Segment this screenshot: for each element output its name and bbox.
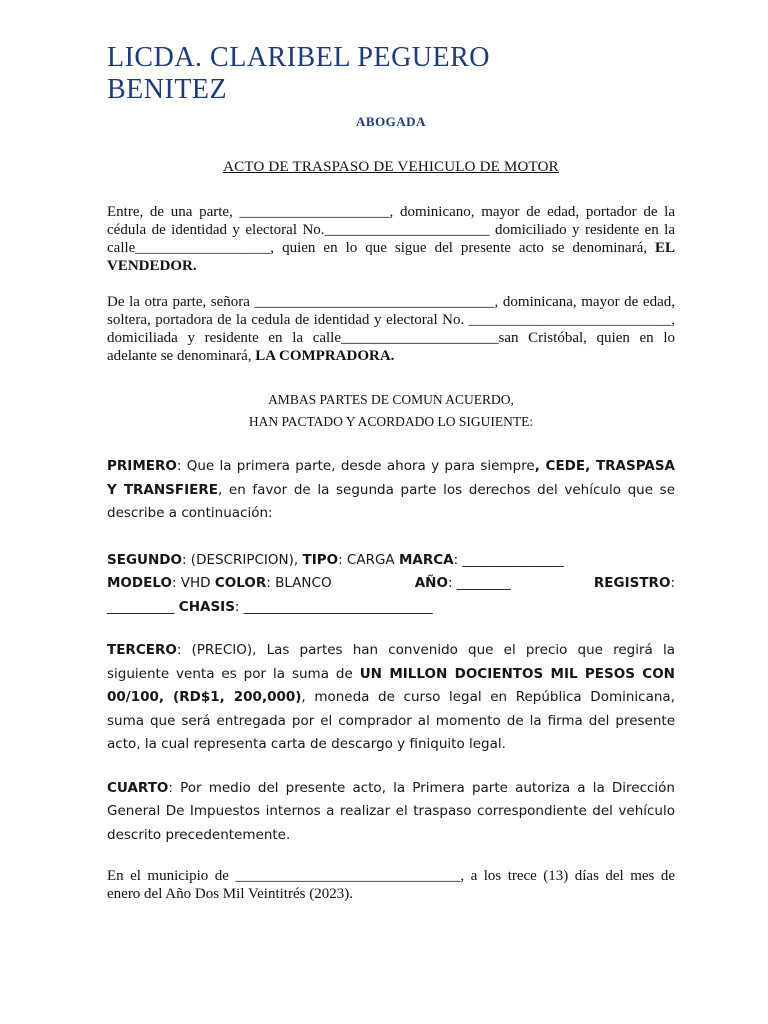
agreement-line2: HAN PACTADO Y ACORDADO LO SIGUIENTE: bbox=[248, 414, 534, 429]
segundo-line3 bbox=[107, 596, 675, 620]
registro-blank: __________ bbox=[107, 598, 179, 615]
paragraph-seller-text: Entre, de una parte, ____________________, dominicano, mayor de edad, portador de la cédula de identidad y electoral No.______________________ domiciliado y residente en la calle__________________, quien en lo que sigue del presente acto se denominará, bbox=[107, 204, 675, 256]
ano-value: : ________ bbox=[447, 575, 511, 591]
segundo-label: SEGUNDO bbox=[107, 551, 182, 568]
clause-primero-label: PRIMERO bbox=[107, 458, 177, 474]
ano-group bbox=[415, 572, 511, 596]
clause-tercero-text-c: , moneda de curso legal en República Dominicana, suma que será entregada por el comprador al momento de la firma del presente acto, la cual representa carta de descargo y finiquito legal. bbox=[107, 689, 675, 752]
tipo-value: : CARGA bbox=[338, 551, 399, 568]
chasis-label: CHASIS bbox=[178, 598, 235, 615]
agreement-line1: AMBAS PARTES DE COMUN ACUERDO, bbox=[268, 392, 514, 407]
clause-tercero bbox=[107, 639, 675, 757]
ano-label: AÑO bbox=[414, 575, 448, 591]
clause-primero bbox=[107, 455, 675, 526]
registro-value: : bbox=[670, 575, 675, 591]
color-label: COLOR bbox=[214, 575, 267, 591]
tipo-label: TIPO bbox=[302, 551, 339, 568]
segundo-desc: : (DESCRIPCION), bbox=[181, 551, 303, 568]
buyer-term: LA COMPRADORA. bbox=[255, 348, 395, 364]
marca-label: MARCA bbox=[398, 551, 454, 568]
clause-cuarto bbox=[107, 777, 675, 848]
paragraph-seller bbox=[107, 203, 675, 275]
marca-value: : _______________ bbox=[453, 551, 564, 568]
letterhead-name-line2: BENITEZ bbox=[107, 74, 228, 105]
clause-primero-text-a: : Que la primera parte, desde ahora y para siempre bbox=[176, 458, 535, 474]
modelo-label: MODELO bbox=[107, 575, 172, 591]
modelo-value: : VHD bbox=[171, 575, 215, 591]
segundo-line2 bbox=[107, 572, 675, 596]
modelo-group bbox=[107, 572, 332, 596]
paragraph-buyer bbox=[107, 293, 675, 365]
letterhead-name bbox=[107, 42, 675, 106]
letterhead-name-line1: LICDA. CLARIBEL PEGUERO bbox=[107, 42, 491, 73]
clause-cuarto-label: CUARTO bbox=[107, 779, 169, 796]
agreement-heading bbox=[107, 389, 675, 433]
color-value: : BLANCO bbox=[266, 575, 332, 591]
letterhead-role: ABOGADA bbox=[356, 114, 426, 129]
clause-tercero-text-a: : (PRECIO), Las partes han convenido que el precio que regirá la siguiente venta es por la suma de bbox=[107, 642, 675, 682]
clause-tercero-amount: UN MILLON DOCIENTOS MIL PESOS CON 00/100, (RD$1, 200,000) bbox=[107, 665, 675, 705]
clause-tercero-label: TERCERO bbox=[107, 642, 177, 658]
clause-segundo bbox=[107, 549, 675, 620]
seller-term: EL VENDEDOR. bbox=[107, 240, 675, 274]
paragraph-buyer-text: De la otra parte, señora ________________________________, dominicana, mayor de edad, soltera, portadora de la cedula de identidad y electoral No. ___________________________, domiciliada y residente en la calle_____________________san Cristóbal, quien en lo adelante se denominará, bbox=[107, 294, 675, 364]
clause-primero-text-c: , en favor de la segunda parte los derechos del vehículo que se describe a continuación: bbox=[107, 481, 675, 521]
closing-paragraph: En el municipio de ______________________________, a los trece (13) días del mes de enero del Año Dos Mil Veintitrés (2023). bbox=[107, 868, 675, 902]
segundo-line1 bbox=[107, 549, 675, 573]
chasis-value: : ____________________________ bbox=[234, 598, 433, 615]
clause-primero-bold: , CEDE, TRASPASA Y TRANSFIERE bbox=[107, 458, 675, 498]
document-title: ACTO DE TRASPASO DE VEHICULO DE MOTOR bbox=[223, 159, 559, 175]
registro-label: REGISTRO bbox=[593, 575, 671, 591]
registro-group bbox=[594, 572, 675, 596]
clause-cuarto-text: : Por medio del presente acto, la Primera parte autoriza a la Dirección General De Impuestos internos a realizar el traspaso correspondiente del vehículo descrito precedentemente. bbox=[107, 779, 675, 843]
